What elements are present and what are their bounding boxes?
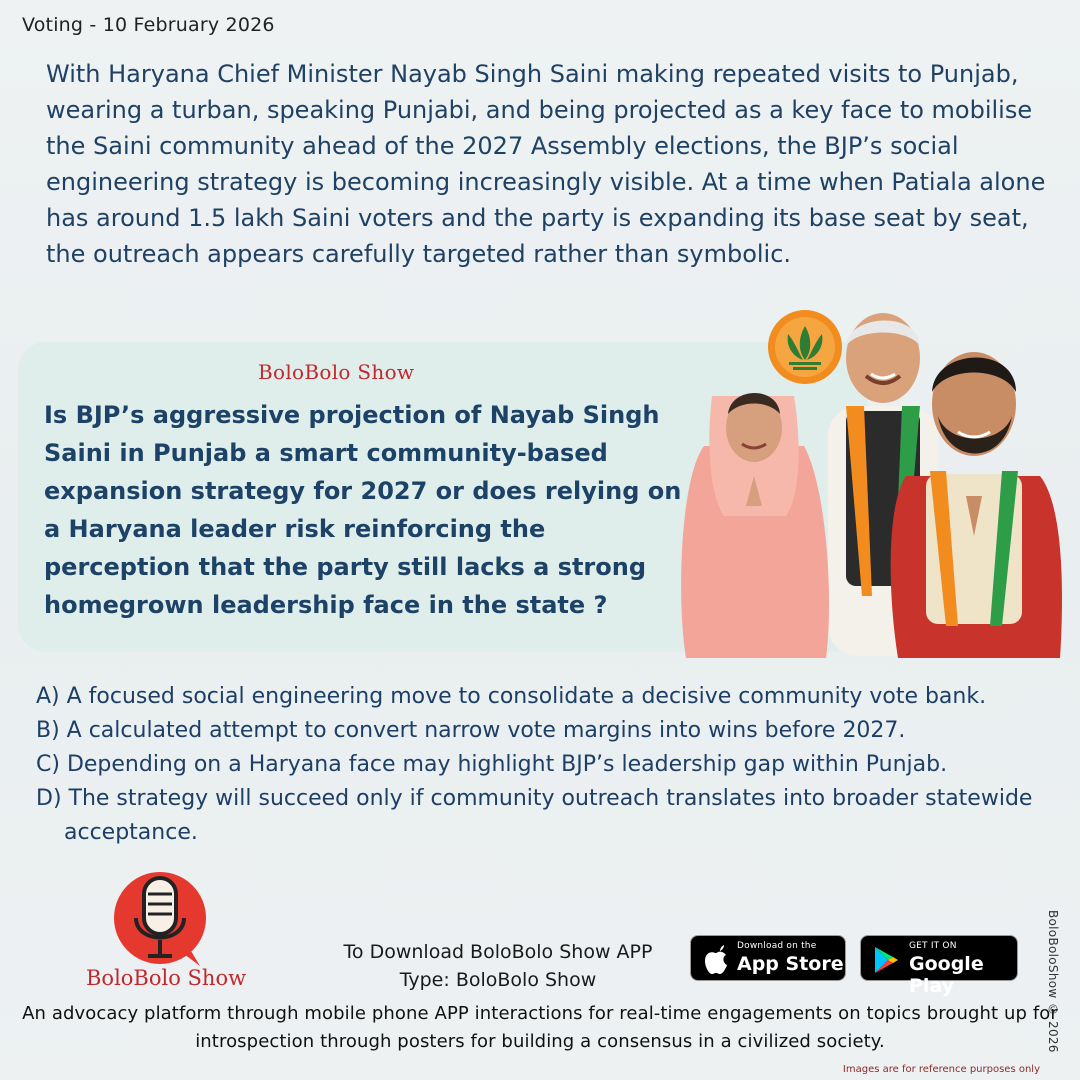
option-c[interactable]: C) Depending on a Haryana face may highlight BJP’s leadership gap within Punjab. <box>36 752 948 777</box>
poll-question: Is BJP’s aggressive projection of Nayab Singh Saini in Punjab a smart community-based expansion strategy for 2027 or does relying on a Haryana leader risk reinforcing the perception that the party still lacks a strong homegrown leadership face in the state ? <box>44 401 682 619</box>
app-store-small-label: Download on the <box>737 941 817 951</box>
copyright-text: BoloBoloShow © 2026 <box>1046 910 1060 1053</box>
google-play-small-label: GET IT ON <box>909 941 957 951</box>
microphone-icon <box>114 872 206 966</box>
advocacy-statement: An advocacy platform through mobile phone APP interactions for real-time engagements on topics brought up for introspection through posters for building a consensus in a civilized society. <box>22 1003 1058 1052</box>
google-play-label: Google Play <box>909 953 984 997</box>
leaders-illustration <box>676 296 1066 658</box>
app-store-button[interactable] <box>690 935 846 981</box>
card-brand-label: BoloBolo Show <box>258 360 415 384</box>
intro-paragraph: With Haryana Chief Minister Nayab Singh Saini making repeated visits to Punjab, wearing a turban, speaking Punjabi, and being projected as a key face to mobilise the Saini community ahead of the 2027 Assembly elections, the BJP’s social engineering strategy is becoming increasingly visible. At a time when Patiala alone has around 1.5 lakh Saini voters and the party is expanding its base seat by seat, the outreach appears carefully targeted rather than symbolic. <box>46 60 1046 268</box>
apple-icon <box>701 945 729 975</box>
date-label: Voting - 10 February 2026 <box>22 14 275 36</box>
option-d[interactable]: D) The strategy will succeed only if community outreach translates into broader statewide acceptance. <box>36 786 1033 845</box>
leader-figure-right <box>891 352 1062 658</box>
download-line-2: Type: BoloBolo Show <box>399 969 597 991</box>
google-play-button[interactable] <box>860 935 1018 997</box>
option-a[interactable]: A) A focused social engineering move to consolidate a decisive community vote bank. <box>36 684 987 709</box>
download-instructions <box>318 938 678 994</box>
google-play-icon <box>871 945 901 975</box>
disclaimer-text: Images are for reference purposes only <box>842 1064 1040 1075</box>
leader-figure-left <box>681 393 829 658</box>
logo-text: BoloBolo Show <box>86 966 247 990</box>
download-line-1: To Download BoloBolo Show APP <box>343 941 653 963</box>
app-store-label: App Store <box>737 953 844 975</box>
answer-options <box>36 680 1066 850</box>
bjp-lotus-icon <box>768 310 842 384</box>
option-b[interactable]: B) A calculated attempt to convert narrow vote margins into wins before 2027. <box>36 718 906 743</box>
